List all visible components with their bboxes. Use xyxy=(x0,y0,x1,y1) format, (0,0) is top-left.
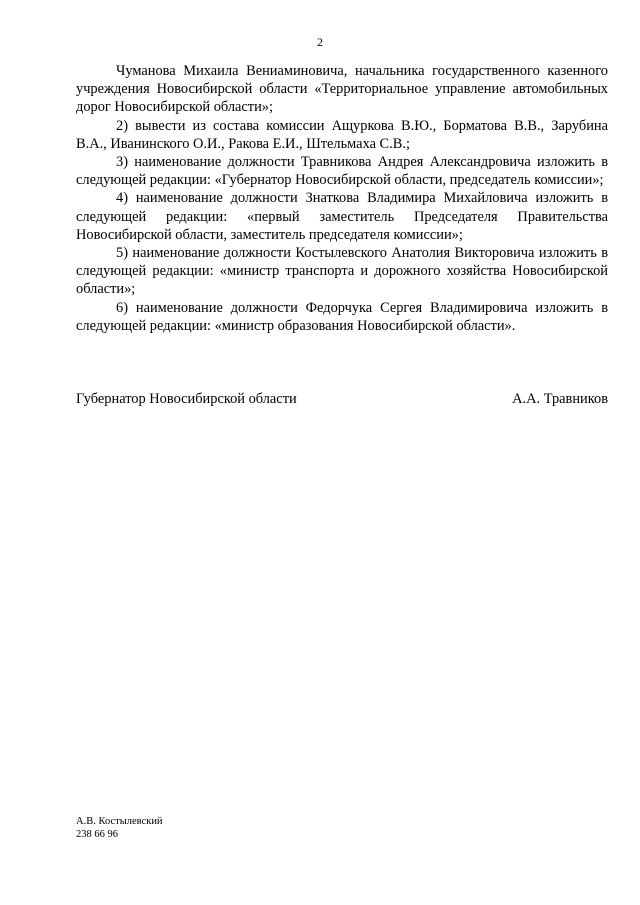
paragraph: 2) вывести из состава комиссии Ащуркова В.Ю., Борматова В.В., Зарубина В.А., Иванинского О.И., Ракова Е.И., Штельмаха С.В.; xyxy=(76,117,608,152)
signatory-name: А.А. Травников xyxy=(512,391,608,407)
paragraph: 5) наименование должности Костылевского Анатолия Викторовича изложить в следующей редакции: «министр транспорта и дорожного хозяйства Новосибирской области»; xyxy=(76,245,608,298)
executor-phone: 238 66 96 xyxy=(76,829,118,840)
executor-footer xyxy=(76,815,163,841)
executor-name: А.В. Костылевский xyxy=(76,816,163,827)
paragraph: Чуманова Михаила Вениаминовича, начальника государственного казенного учреждения Новосибирской области «Территориальное управление автомобильных дорог Новосибирской области»; xyxy=(76,63,608,116)
paragraph: 6) наименование должности Федорчука Сергея Владимировича изложить в следующей редакции: «министр образования Новосибирской области». xyxy=(76,299,608,334)
paragraph: 3) наименование должности Травникова Андрея Александровича изложить в следующей редакции: «Губернатор Новосибирской области, председатель комиссии»; xyxy=(76,154,608,189)
page-number: 2 xyxy=(317,35,323,49)
paragraph: 4) наименование должности Знаткова Владимира Михайловича изложить в следующей редакции: «первый заместитель Председателя Правительства Новосибирской области, заместитель председателя комиссии»; xyxy=(76,190,608,243)
signatory-title: Губернатор Новосибирской области xyxy=(76,391,297,407)
document-body xyxy=(76,62,608,335)
